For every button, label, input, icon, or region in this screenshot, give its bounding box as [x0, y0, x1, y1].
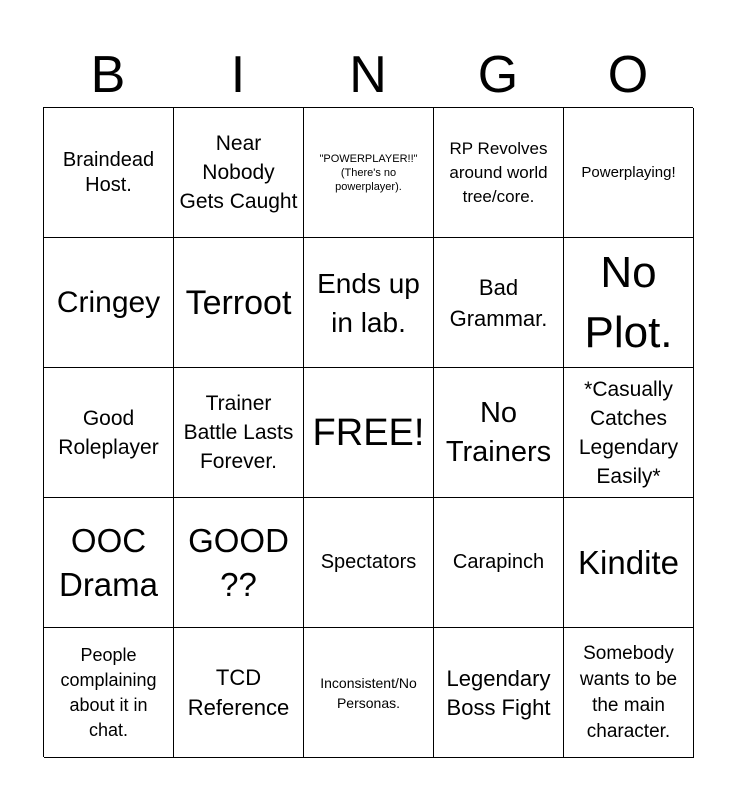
bingo-board [43, 107, 693, 757]
cell-text: Powerplaying! [581, 163, 676, 181]
header-letter-i: I [230, 46, 246, 104]
bingo-cell[interactable] [564, 368, 694, 498]
bingo-cell[interactable] [44, 238, 174, 368]
bingo-cell[interactable] [434, 498, 564, 628]
header-letter-o: O [607, 46, 649, 104]
cell-text: People complaining about it in chat. [60, 644, 157, 740]
cell-text: Legendary Boss Fight [446, 665, 551, 720]
cell-text: RP Revolves around world tree/core. [449, 138, 548, 206]
bingo-cell[interactable] [564, 238, 694, 368]
cell-text: Terroot [185, 283, 292, 322]
bingo-cell[interactable] [434, 108, 564, 238]
bingo-cell[interactable] [564, 628, 694, 758]
bingo-cell[interactable] [174, 498, 304, 628]
cell-text: "POWERPLAYER!!" (There's no powerplayer). [319, 152, 418, 193]
bingo-cell[interactable] [44, 498, 174, 628]
cell-text: No Plot. [584, 247, 673, 357]
cell-text: No Trainers [445, 396, 552, 468]
bingo-cell[interactable] [564, 498, 694, 628]
header-letter-b: B [90, 46, 126, 104]
cell-text: Carapinch [452, 551, 545, 573]
cell-text: Ends up in lab. [317, 267, 420, 338]
bingo-cell[interactable] [174, 238, 304, 368]
bingo-cell[interactable] [44, 628, 174, 758]
bingo-cell[interactable] [174, 368, 304, 498]
bingo-cell[interactable] [304, 238, 434, 368]
cell-text: Somebody wants to be the main character. [579, 642, 678, 742]
cell-text: Bad Grammar. [449, 274, 548, 331]
bingo-cell[interactable] [434, 238, 564, 368]
cell-text: Trainer Battle Lasts Forever. [183, 392, 294, 473]
bingo-cell[interactable] [304, 108, 434, 238]
bingo-cell[interactable] [304, 628, 434, 758]
bingo-cell[interactable] [434, 628, 564, 758]
cell-text: Cringey [56, 286, 161, 319]
cell-text: GOOD ?? [188, 521, 289, 603]
bingo-header [43, 42, 693, 108]
cell-text: Good Roleplayer [58, 406, 159, 459]
cell-text: OOC Drama [58, 521, 159, 603]
cell-text: Inconsistent/No Personas. [320, 674, 417, 711]
cell-text: Braindead Host. [62, 148, 155, 196]
bingo-cell[interactable] [174, 108, 304, 238]
header-letter-n: N [349, 46, 387, 104]
bingo-cell[interactable] [564, 108, 694, 238]
bingo-cell[interactable] [174, 628, 304, 758]
cell-text: TCD Reference [187, 664, 290, 720]
cell-text: Kindite [578, 543, 679, 581]
cell-text: Spectators [320, 551, 417, 573]
bingo-cell[interactable] [44, 108, 174, 238]
cell-text: *Casually Catches Legendary Easily* [578, 377, 679, 488]
bingo-cell[interactable] [434, 368, 564, 498]
cell-text: Near Nobody Gets Caught [179, 132, 298, 213]
bingo-cell[interactable] [304, 368, 434, 498]
bingo-cell[interactable] [44, 368, 174, 498]
bingo-cell[interactable] [304, 498, 434, 628]
cell-text: FREE! [312, 411, 425, 454]
header-letter-g: G [477, 46, 519, 104]
